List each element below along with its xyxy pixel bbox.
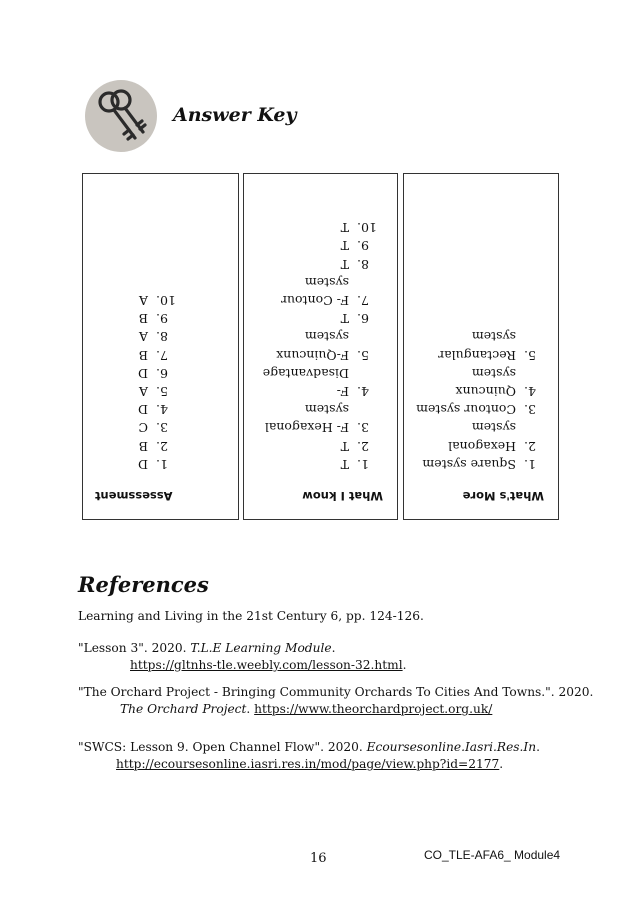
assessment-list [83,291,238,473]
whats-more-header: What's More [462,489,544,503]
answer-key-title: Answer Key [173,104,297,126]
list-item: 2. T [340,438,369,454]
reference-3: "The Orchard Project - Bringing Community Orchards To Cities And Towns.". 2020. The Orchard Project. https://www.theorchardproject.org.uk/ [78,685,594,716]
list-item: 5. F-Quincunx system [276,329,369,363]
list-item: 8. T [340,256,369,272]
list-item: 1. Square system [422,456,536,472]
assessment-box [82,173,239,520]
answer-key-logo [85,80,157,152]
list-item: 1. D [137,456,168,472]
reference-2-link[interactable]: https://gltnhs-tle.weebly.com/lesson-32.html [130,658,403,672]
list-item: 10. A [138,292,176,308]
list-item: 8. A [138,329,168,345]
reference-1: Learning and Living in the 21st Century 6, pp. 124-126. [78,609,424,623]
reference-4-link[interactable]: http://ecoursesonline.iasri.res.in/mod/page/view.php?id=2177 [116,757,500,771]
list-item: 6. T [340,311,369,327]
list-item: 9. T [340,238,369,254]
keys-icon [85,80,157,152]
list-item: 4. D [137,402,168,418]
what-i-know-list [244,218,397,473]
list-item: 1. T [340,456,369,472]
what-i-know-box [243,173,398,520]
list-item: 7. B [138,347,168,363]
list-item: 9. B [138,311,168,327]
list-item: 2. Hexagonal system [448,420,536,454]
list-item: 5. A [138,383,168,399]
list-item: 5. Rectangular system [438,329,536,363]
list-item: 7. F- Contour system [280,274,369,308]
what-i-know-header: What I know [302,489,383,503]
list-item: 3. Contour system [416,402,536,418]
list-item: 2. B [138,438,168,454]
list-item: 4. Quincunx system [455,365,536,399]
list-item: 3. F- Hexagonal system [264,402,369,436]
whats-more-box [403,173,559,520]
reference-3-link[interactable]: https://www.theorchardproject.org.uk/ [254,702,493,716]
assessment-header: Assessment [95,489,173,503]
reference-2: "Lesson 3". 2020. T.L.E Learning Module. https://gltnhs-tle.weebly.com/lesson-32.html. [78,641,407,672]
references-title: References [78,572,209,597]
list-item: 3. C [138,420,168,436]
reference-4: "SWCS: Lesson 9. Open Channel Flow". 2020. Ecoursesonline.Iasri.Res.In. http://ecoursesonline.iasri.res.in/mod/page/view.php?id=2177. [78,740,540,771]
whats-more-list [404,327,558,473]
page-number: 16 [310,851,327,866]
list-item: 10. T [340,220,377,236]
module-code: CO_TLE-AFA6_ Module4 [424,848,561,862]
list-item: 6. D [137,365,168,381]
list-item: 4. F- Disadvantage [262,365,369,399]
